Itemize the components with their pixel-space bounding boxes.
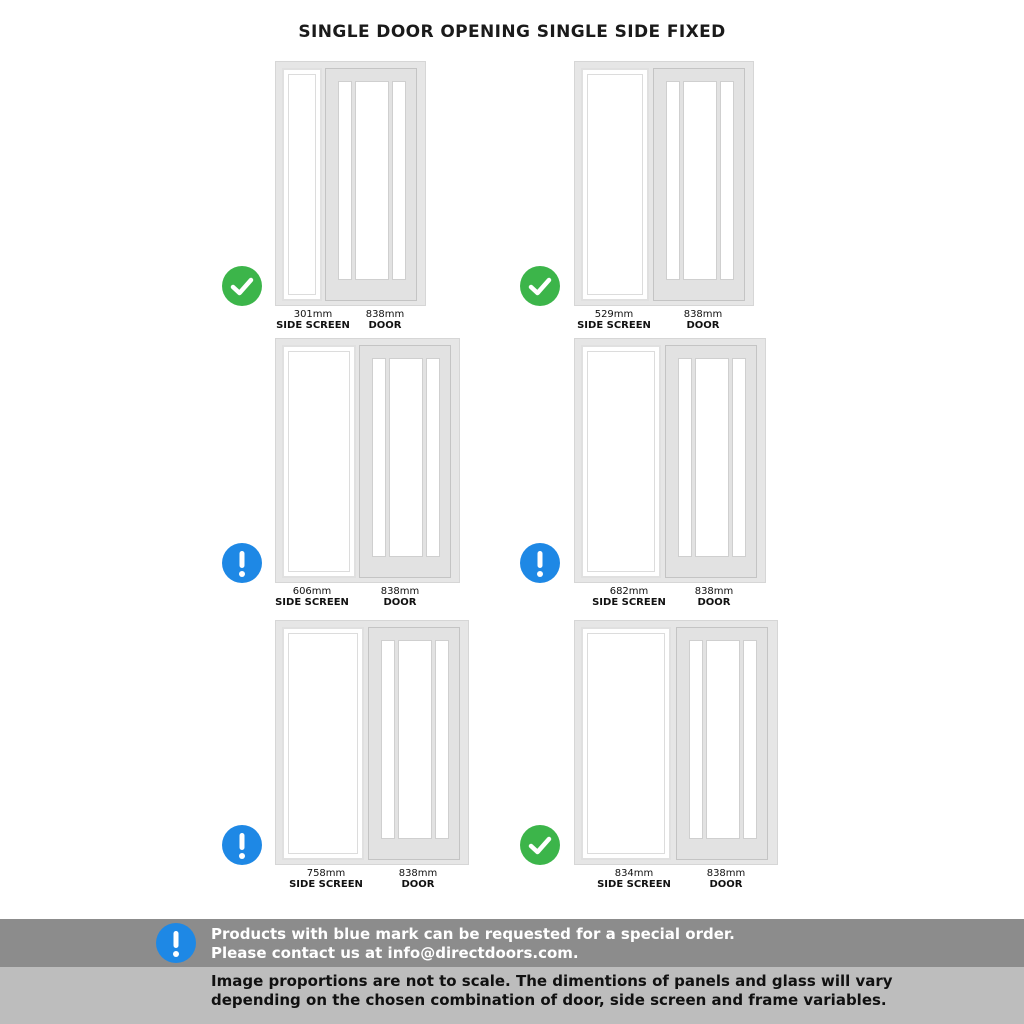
door-set-illustration <box>574 338 766 583</box>
door-option-3 <box>222 338 522 610</box>
side-screen-panel <box>581 345 661 578</box>
green-check-icon <box>520 266 560 306</box>
door-option-5 <box>222 620 522 892</box>
door-panel <box>676 627 768 860</box>
door-option-1 <box>222 61 522 333</box>
side-screen-panel <box>581 627 671 860</box>
side-screen-size-label: 606mm SIDE SCREEN <box>275 586 349 608</box>
side-screen-size-label: 682mm SIDE SCREEN <box>592 586 666 608</box>
door-panel <box>359 345 451 578</box>
door-size-label: 838mm DOOR <box>380 586 420 608</box>
door-option-4 <box>520 338 820 610</box>
blue-exclamation-icon <box>222 825 262 865</box>
side-screen-panel <box>581 68 649 301</box>
side-screen-size-label: 758mm SIDE SCREEN <box>289 868 363 890</box>
door-set-illustration <box>275 620 469 865</box>
door-size-label: 838mm DOOR <box>365 309 405 331</box>
door-size-label: 838mm DOOR <box>398 868 438 890</box>
disclaimer-line-2: depending on the chosen combination of door, side screen and frame variables. <box>211 991 887 1009</box>
door-set-illustration <box>275 61 426 306</box>
blue-exclamation-icon <box>156 923 196 963</box>
door-panel <box>325 68 417 301</box>
side-screen-panel <box>282 627 364 860</box>
door-size-label: 838mm DOOR <box>694 586 734 608</box>
side-screen-panel <box>282 345 356 578</box>
door-set-illustration <box>574 620 778 865</box>
door-set-illustration <box>574 61 754 306</box>
door-panel <box>368 627 460 860</box>
special-order-note <box>211 925 735 963</box>
door-panel <box>653 68 745 301</box>
special-order-line-2: Please contact us at info@directdoors.com. <box>211 944 579 962</box>
green-check-icon <box>222 266 262 306</box>
disclaimer-note <box>211 972 893 1010</box>
side-screen-size-label: 529mm SIDE SCREEN <box>577 309 651 331</box>
door-size-label: 838mm DOOR <box>706 868 746 890</box>
side-screen-panel <box>282 68 322 301</box>
blue-exclamation-icon <box>222 543 262 583</box>
door-set-illustration <box>275 338 460 583</box>
page-title: SINGLE DOOR OPENING SINGLE SIDE FIXED <box>298 22 726 42</box>
disclaimer-line-1: Image proportions are not to scale. The dimentions of panels and glass will vary <box>211 972 893 990</box>
blue-exclamation-icon <box>520 543 560 583</box>
door-option-6 <box>520 620 820 892</box>
door-panel <box>665 345 757 578</box>
green-check-icon <box>520 825 560 865</box>
special-order-line-1: Products with blue mark can be requested for a special order. <box>211 925 735 943</box>
side-screen-size-label: 301mm SIDE SCREEN <box>276 309 350 331</box>
side-screen-size-label: 834mm SIDE SCREEN <box>597 868 671 890</box>
door-size-label: 838mm DOOR <box>683 309 723 331</box>
door-option-2 <box>520 61 820 333</box>
